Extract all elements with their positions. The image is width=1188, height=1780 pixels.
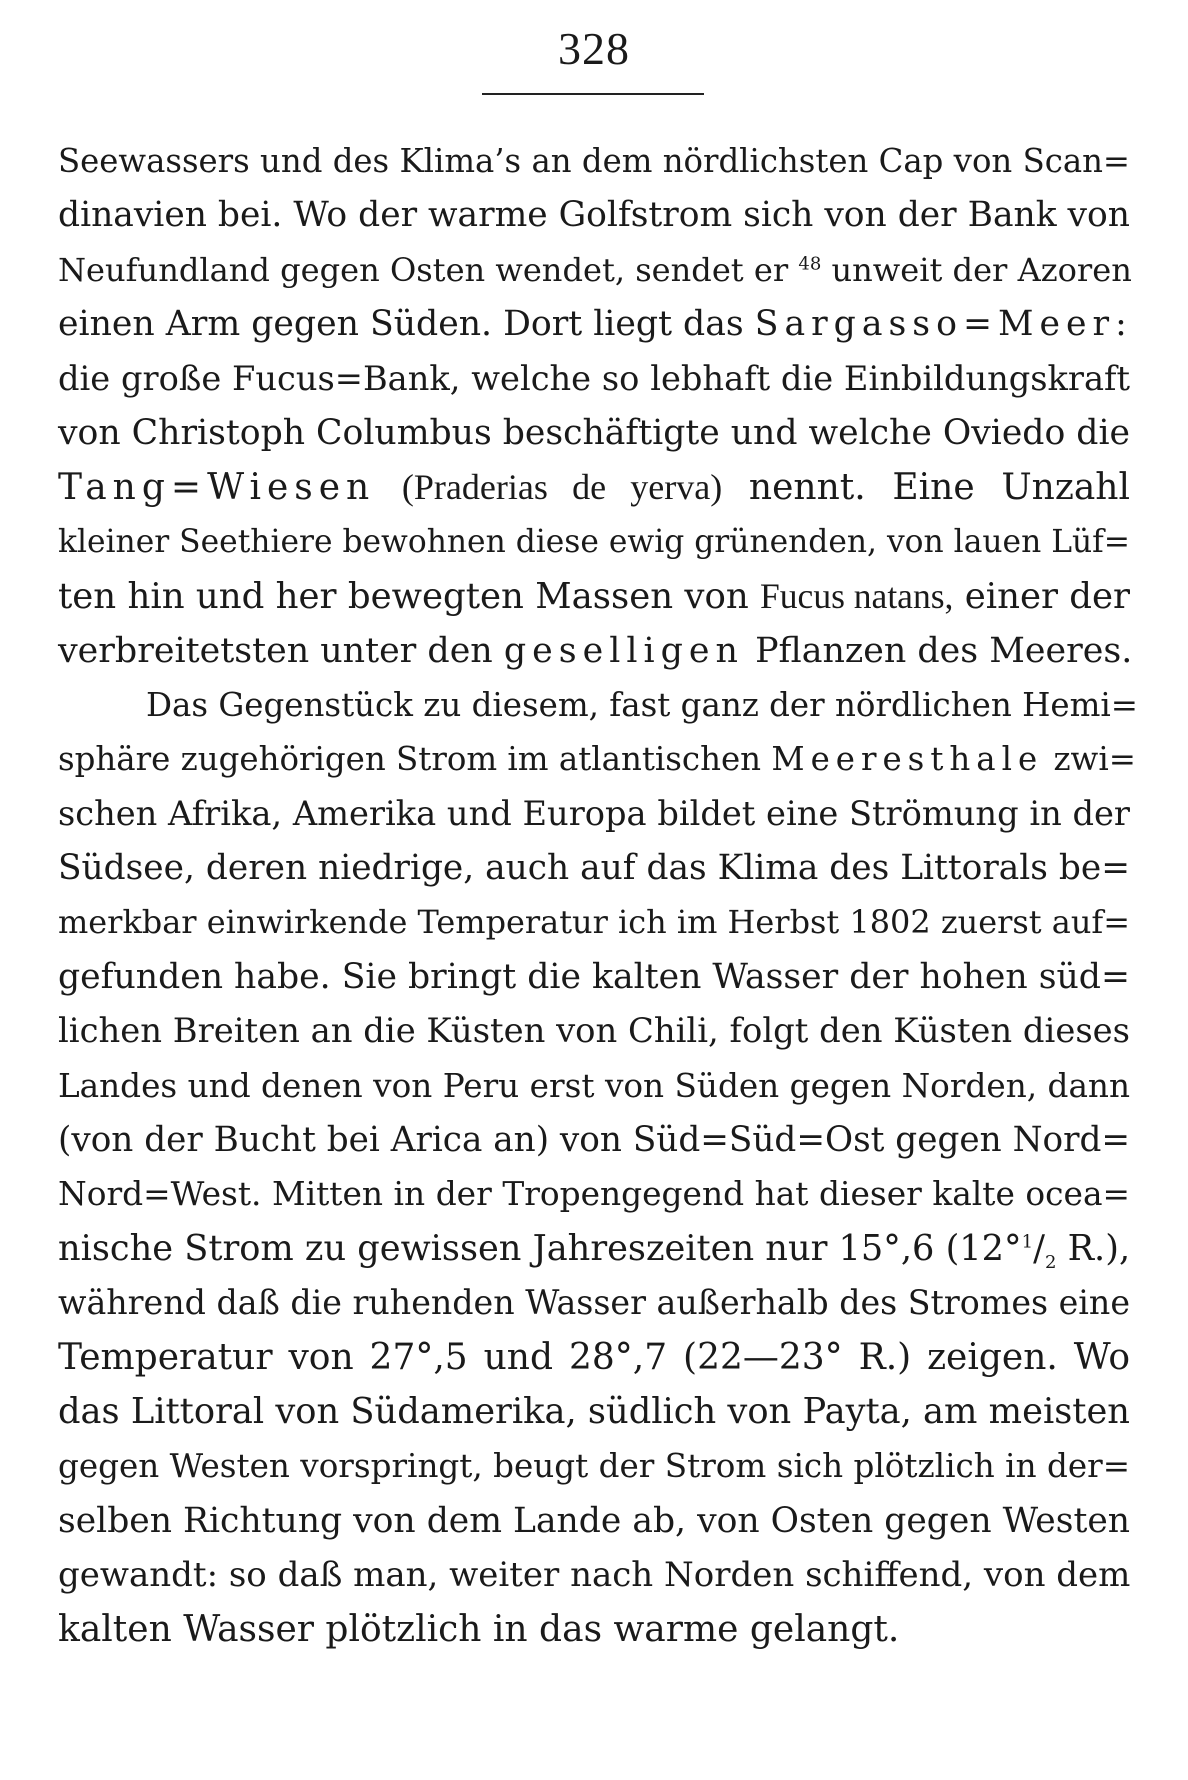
text-segment: nische Strom zu gewissen Jahreszeiten nur 15°,6 (12° bbox=[58, 1227, 1022, 1269]
text-line bbox=[58, 243, 1130, 297]
text-line bbox=[58, 569, 1130, 623]
text-segment: dinavien bei. Wo der warme Golfstrom sich von der Bank von bbox=[58, 195, 1130, 236]
text-line bbox=[58, 950, 1130, 1004]
text-segment: gewandt: so daß man, weiter nach Norden schiffend, von dem bbox=[58, 1555, 1131, 1596]
footnote-marker: 48 bbox=[798, 253, 822, 275]
text-segment: zwi= bbox=[1053, 740, 1136, 779]
emphasized-term: geselligen bbox=[503, 630, 744, 671]
text-segment: Temperatur von 27°,5 und 28°,7 (22—23° R.) zeigen. Wo bbox=[58, 1336, 1130, 1378]
text-segment: unweit der Azoren bbox=[831, 250, 1132, 289]
text-line bbox=[58, 1059, 1130, 1113]
latin-term: Fucus natans, bbox=[760, 576, 954, 617]
text-segment: kalten Wasser plötzlich in das warme gelangt. bbox=[58, 1608, 900, 1650]
text-segment: einen Arm gegen Süden. Dort liegt das bbox=[58, 304, 744, 345]
text-segment: das Littoral von Südamerika, südlich von Payta, am meisten bbox=[58, 1390, 1130, 1432]
text-segment: Landes und denen von Peru erst von Süden gegen Norden, dann bbox=[58, 1066, 1130, 1105]
text-segment: verbreitetsten unter den bbox=[58, 630, 493, 671]
text-segment: gefunden habe. Sie bringt die kalten Wasser der hohen süd= bbox=[58, 956, 1130, 997]
text-line bbox=[58, 188, 1130, 242]
text-line bbox=[58, 1494, 1130, 1548]
text-segment: (von der Bucht bei Arica an) von Süd=Süd=Ost gegen Nord= bbox=[58, 1120, 1131, 1161]
text-segment: Nord=West. Mitten in der Tropengegend hat dieser kalte ocea= bbox=[58, 1175, 1130, 1214]
text-segment: merkbar einwirkende Temperatur ich im Herbst 1802 zuerst auf= bbox=[58, 903, 1130, 942]
text-line bbox=[58, 1167, 1130, 1221]
body-text bbox=[58, 134, 1138, 1657]
text-line bbox=[58, 352, 1130, 406]
text-line bbox=[58, 134, 1130, 188]
text-line bbox=[58, 1439, 1130, 1493]
text-segment: lichen Breiten an die Küsten von Chili, folgt den Küsten dieses bbox=[58, 1011, 1130, 1051]
text-segment: Neufundland gegen Osten wendet, sendet er bbox=[58, 250, 789, 289]
text-segment: Südsee, deren niedrige, auch auf das Klima des Littorals be= bbox=[58, 848, 1130, 889]
text-segment: ten hin und her bewegten Massen von bbox=[58, 576, 749, 618]
text-segment: kleiner Seethiere bewohnen diese ewig grünenden, von lauen Lüf= bbox=[58, 523, 1130, 560]
fraction-denominator: 2 bbox=[1044, 1251, 1057, 1273]
emphasized-term: Sargasso=Meer: bbox=[754, 304, 1133, 345]
latin-term: (Praderias de yerva) bbox=[401, 467, 723, 508]
text-line bbox=[58, 732, 1136, 786]
text-segment: einer der bbox=[964, 576, 1130, 618]
text-line bbox=[58, 460, 1130, 514]
text-segment: während daß die ruhenden Wasser außerhalb des Stromes eine bbox=[58, 1283, 1130, 1323]
page-number: 328 bbox=[558, 23, 630, 74]
text-segment: gegen Westen vorspringt, beugt der Strom sich plötzlich in der= bbox=[58, 1447, 1130, 1486]
text-line bbox=[58, 1276, 1130, 1330]
text-segment: nennt. Eine Unzahl bbox=[748, 467, 1130, 509]
text-segment: schen Afrika, Amerika und Europa bildet eine Strömung in der bbox=[58, 793, 1130, 833]
text-segment: von Christoph Columbus beschäftigte und welche Oviedo die bbox=[58, 412, 1130, 453]
text-line bbox=[58, 297, 1133, 351]
text-line bbox=[58, 624, 1133, 678]
text-line bbox=[58, 1331, 1130, 1385]
text-line bbox=[58, 1004, 1130, 1058]
text-line bbox=[58, 1385, 1130, 1439]
text-segment: Seewassers und des Klima’s an dem nördlichsten Cap von Scan= bbox=[58, 142, 1130, 180]
text-segment: R.), bbox=[1067, 1227, 1131, 1269]
text-line bbox=[58, 787, 1130, 841]
text-segment: sphäre zugehörigen Strom im atlantischen bbox=[58, 740, 762, 779]
text-line bbox=[58, 841, 1130, 895]
text-line bbox=[58, 406, 1130, 460]
text-line bbox=[58, 678, 1138, 732]
emphasized-term: Tang=Wiesen bbox=[58, 467, 376, 509]
text-line: nische Strom zu gewissen Jahreszeiten nur 15°,6 ($12^\circ^1/_2$ R.), bbox=[58, 1227, 1131, 1273]
text-segment: die große Fucus=Bank, welche so lebhaft die Einbildungskraft bbox=[58, 358, 1130, 398]
text-segment: Pflanzen des Meeres. bbox=[755, 630, 1133, 671]
header-rule bbox=[482, 93, 704, 95]
fraction-numerator: 1 bbox=[1021, 1231, 1034, 1253]
text-line bbox=[58, 1113, 1130, 1167]
text-line bbox=[58, 1548, 1130, 1602]
emphasized-term: Meeresthale bbox=[771, 740, 1044, 779]
text-line bbox=[58, 515, 1130, 569]
text-segment: Das Gegenstück zu diesem, fast ganz der nördlichen Hemi= bbox=[146, 685, 1138, 724]
text-line bbox=[58, 1603, 1130, 1657]
text-line bbox=[58, 895, 1130, 949]
text-segment: selben Richtung von dem Lande ab, von Osten gegen Westen bbox=[58, 1500, 1130, 1541]
